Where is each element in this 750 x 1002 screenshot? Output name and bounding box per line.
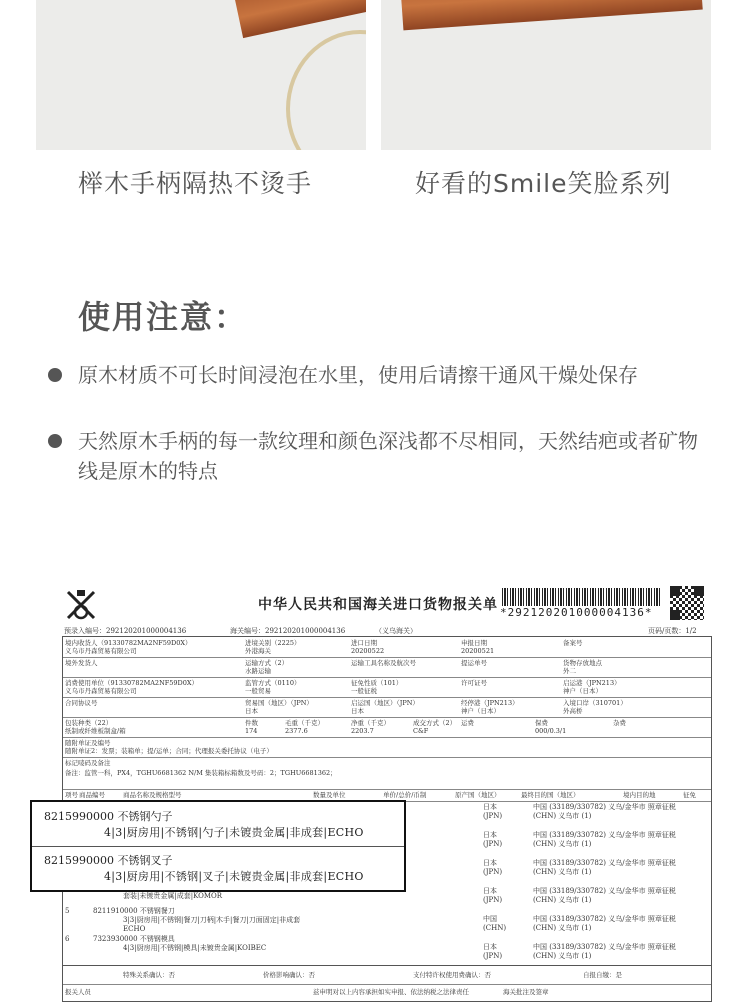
column-header: 数量及单位 <box>313 791 346 799</box>
form-row <box>63 717 711 738</box>
destination: 中国 (33189/330782) 义乌/金华市 照章征税 <box>533 859 676 867</box>
field-value: 2377.6 <box>285 727 308 735</box>
field-label: 许可证号 <box>461 679 487 687</box>
customs-number: 海关编号：292120201000004136 <box>230 627 346 635</box>
page-number: 页码/页数：1/2 <box>648 627 697 635</box>
usage-item-text: 天然原木手柄的每一款纹理和颜色深浅都不尽相同，天然结疤或者矿物线是原木的特点 <box>78 429 698 483</box>
form-row <box>63 697 711 718</box>
form-row <box>63 757 711 790</box>
origin-code: (JPN) <box>483 896 503 904</box>
field-label: 标记唛码及备注 <box>65 759 111 767</box>
goods-dest-row <box>533 943 713 961</box>
field-label: 毛重（千克） <box>285 719 324 727</box>
field-label: 包装种类（22） <box>65 719 113 727</box>
field-value: 一般征税 <box>351 687 377 695</box>
field-value: 纸制或纤维板制盒/箱 <box>65 727 126 735</box>
field-value: 2203.7 <box>351 727 374 735</box>
declarant-label: 报关人员 <box>65 988 91 996</box>
origin-country: 日本 <box>483 859 497 867</box>
field-label: 经停港（JPN213） <box>461 699 519 707</box>
field-value: 20200521 <box>461 647 495 655</box>
destination-detail: (CHN) 义乌市 (1) <box>533 840 592 848</box>
photo-caption-left: 榉木手柄隔热不烫手 <box>78 169 313 198</box>
field-value: 000/0.3/1 <box>535 727 567 735</box>
product-photo-handle <box>36 0 366 150</box>
field-value: 一般贸易 <box>245 687 271 695</box>
column-header: 最终目的国（地区） <box>521 791 580 799</box>
customs-declaration-document <box>30 580 720 1000</box>
origin-country: 日本 <box>483 943 497 951</box>
bullet-dot-icon <box>48 368 62 382</box>
field-label: 运输方式（2） <box>245 659 289 667</box>
destination-detail: (CHN) 义乌市 (1) <box>533 812 592 820</box>
field-label: 杂费 <box>613 719 626 727</box>
ring-image <box>286 30 366 150</box>
footer-row <box>63 983 711 1001</box>
wooden-handle-image <box>399 0 702 30</box>
product-photo-smile <box>381 0 711 150</box>
goods-dest-row <box>533 915 713 933</box>
highlight-item-spec: 4|3|厨房用|不锈钢|勺子|未镀贵金属|非成套|ECHO <box>104 826 364 839</box>
field-label: 成交方式（2） <box>413 719 457 727</box>
photo-caption-right: 好看的Smile笑脸系列 <box>415 169 672 198</box>
goods-item-line: 4|3|厨房用|不锈钢|模具|未镀贵金属|KOIBEC <box>123 944 267 952</box>
highlight-divider <box>32 846 404 847</box>
form-row <box>63 637 711 658</box>
field-label: 消费使用单位（91330782MA2NF59D0X） <box>65 679 199 687</box>
destination-detail: (CHN) 义乌市 (1) <box>533 896 592 904</box>
origin-country: 中国 <box>483 915 497 923</box>
field-label: 合同协议号 <box>65 699 98 707</box>
field-value: 174 <box>245 727 258 735</box>
field-label: 净重（千克） <box>351 719 390 727</box>
goods-dest-row <box>533 831 713 849</box>
field-label: 进境关别（2225） <box>245 639 301 647</box>
field-label: 提运单号 <box>461 659 487 667</box>
highlight-item-spec: 4|3|厨房用|不锈钢|叉子|未镀贵金属|非成套|ECHO <box>104 870 364 883</box>
destination: 中国 (33189/330782) 义乌/金华市 照章征税 <box>533 887 676 895</box>
customs-emblem-icon <box>64 588 98 622</box>
usage-title: 使用注意： <box>78 298 249 336</box>
footer-row <box>63 965 711 985</box>
field-label: 境外发货人 <box>65 659 98 667</box>
price-effect: 价格影响确认：否 <box>263 971 315 979</box>
usage-item-text: 原木材质不可长时间浸泡在水里，使用后请擦干通风干燥处保存 <box>78 363 638 387</box>
bullet-dot-icon <box>48 434 62 448</box>
column-header: 项号 <box>65 791 78 799</box>
field-label: 征免性质（101） <box>351 679 403 687</box>
field-label: 进口日期 <box>351 639 377 647</box>
special-relation: 特殊关系确认：否 <box>123 971 175 979</box>
origin-code: (JPN) <box>483 868 503 876</box>
field-value: 外高桥 <box>563 707 583 715</box>
field-label: 启运港（JPN213） <box>563 679 621 687</box>
field-value: 外港海关 <box>245 647 271 655</box>
field-value: 备注：监管一科，PX4，TGHU6681362 N/M 集装箱标箱数及号码：2；TGHU6681362； <box>65 769 337 777</box>
destination: 中国 (33189/330782) 义乌/金华市 照章征税 <box>533 831 676 839</box>
field-value: 日本 <box>245 707 258 715</box>
form-row <box>63 657 711 678</box>
goods-item-line: ECHO <box>123 925 146 933</box>
origin-code: (JPN) <box>483 952 503 960</box>
highlight-box <box>30 800 406 892</box>
destination-detail: (CHN) 义乌市 (1) <box>533 952 592 960</box>
field-label: 随附单证及编号 <box>65 739 111 747</box>
barcode <box>502 588 662 606</box>
field-value: C&F <box>413 727 429 735</box>
origin-country: 日本 <box>483 803 497 811</box>
column-header: 境内目的地 <box>623 791 656 799</box>
goods-item-line: 8211910000 不锈钢餐刀 <box>93 907 175 915</box>
customs-port: （义乌海关） <box>375 627 417 635</box>
destination-detail: (CHN) 义乌市 (1) <box>533 924 592 932</box>
field-label: 货物存放地点 <box>563 659 602 667</box>
goods-dest-row <box>533 803 713 821</box>
field-label: 启运国（地区）（JPN） <box>351 699 419 707</box>
highlight-item-code-name: 8215990000 不锈钢勺子 <box>44 810 173 823</box>
origin-code: (JPN) <box>483 812 503 820</box>
royalty-confirmation: 支付特许权使用费确认：否 <box>413 971 491 979</box>
goods-dest-row <box>533 887 713 905</box>
barcode-number: *292120201000004136* <box>500 606 653 619</box>
declaration-statement: 兹申明对以上内容承担如实申报、依法纳税之法律责任 <box>313 988 469 996</box>
goods-item <box>93 907 300 934</box>
qr-code-icon <box>670 586 704 620</box>
column-header: 单价/总价/币制 <box>383 791 427 799</box>
column-header: 商品编号 <box>79 791 105 799</box>
field-label: 件数 <box>245 719 258 727</box>
column-header: 原产国（地区） <box>455 791 501 799</box>
customs-remark-label: 海关批注及签章 <box>503 988 549 996</box>
form-row <box>63 677 711 698</box>
destination: 中国 (33189/330782) 义乌/金华市 照章征税 <box>533 803 676 811</box>
destination: 中国 (33189/330782) 义乌/金华市 照章征税 <box>533 943 676 951</box>
field-label: 运输工具名称及航次号 <box>351 659 416 667</box>
field-value: 义乌市丹森贸易有限公司 <box>65 647 137 655</box>
field-label: 备案号 <box>563 639 583 647</box>
goods-item-number: 6 <box>65 935 70 943</box>
field-value: 20200522 <box>351 647 385 655</box>
field-label: 入境口岸（310701） <box>563 699 627 707</box>
goods-item-line: 7323930000 不锈钢模具 <box>93 935 175 943</box>
destination-detail: (CHN) 义乌市 (1) <box>533 868 592 876</box>
goods-item-line: 3|3|厨房用|不锈钢|餐刀|刀柄|木手|餐刀|刀面固定|非成套 <box>123 916 301 924</box>
document-title: 中华人民共和国海关进口货物报关单 <box>258 597 498 613</box>
field-value: 义乌市丹森贸易有限公司 <box>65 687 137 695</box>
field-value: 神户（日本） <box>461 707 500 715</box>
field-label: 贸易国（地区）（JPN） <box>245 699 313 707</box>
goods-item <box>93 935 266 953</box>
field-value: 水路运输 <box>245 667 271 675</box>
goods-item-line: 套装|未镀贵金属|成套|KOMOR <box>123 892 223 900</box>
form-row <box>63 737 711 758</box>
field-value: 日本 <box>351 707 364 715</box>
goods-dest-row <box>533 859 713 877</box>
column-header: 征免 <box>683 791 696 799</box>
origin-country: 日本 <box>483 887 497 895</box>
self-report: 自报自缴：是 <box>583 971 622 979</box>
field-value: 外二 <box>563 667 576 675</box>
origin-code: (CHN) <box>483 924 507 932</box>
field-value: 神户（日本） <box>563 687 602 695</box>
field-value: 随附单证2：发票；装箱单；提/运单；合同；代理报关委托协议（电子） <box>65 747 273 755</box>
field-label: 保费 <box>535 719 548 727</box>
destination: 中国 (33189/330782) 义乌/金华市 照章征税 <box>533 915 676 923</box>
field-label: 运费 <box>461 719 474 727</box>
field-label: 境内收货人（91330782MA2NF59D0X） <box>65 639 192 647</box>
pre-entry-number: 预录入编号：292120201000004136 <box>64 627 187 635</box>
column-header: 商品名称及规格型号 <box>123 791 182 799</box>
field-label: 申报日期 <box>461 639 487 647</box>
origin-country: 日本 <box>483 831 497 839</box>
goods-item-number: 5 <box>65 907 70 915</box>
field-label: 监管方式（0110） <box>245 679 301 687</box>
highlight-item-code-name: 8215990000 不锈钢叉子 <box>44 854 173 867</box>
origin-code: (JPN) <box>483 840 503 848</box>
